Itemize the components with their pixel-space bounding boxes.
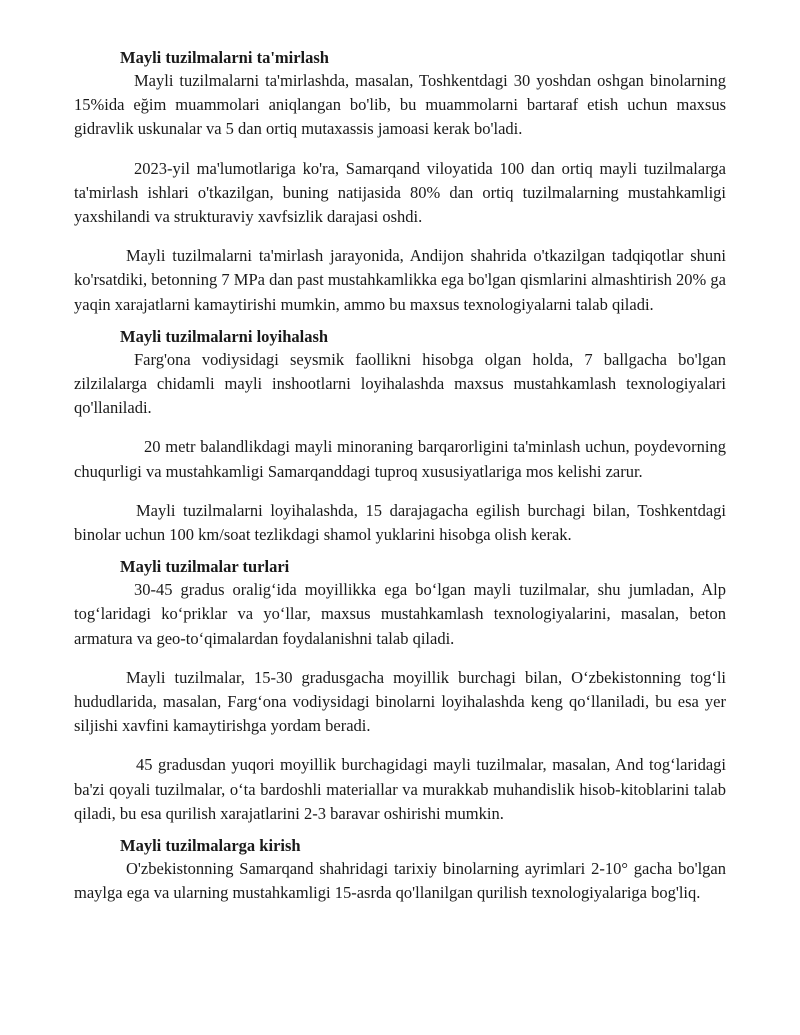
paragraph: Farg'ona vodiysidagi seysmik faollikni hisobga olgan holda, 7 ballgacha bo'lgan zilzilalarga chidamli mayli inshootlarni loyihalashda maxsus mustahkamlash texnologiyalari qo'llaniladi.: [74, 349, 726, 418]
paragraph: 2023-yil ma'lumotlariga ko'ra, Samarqand viloyatida 100 dan ortiq mayli tuzilmalarga ta'mirlash ishlari o'tkazilgan, buning natijasida 80% dan ortiq tuzilmalarning mustahkamligi yaxshilandi va strukturaviy xavfsizlik darajasi oshdi.: [74, 158, 726, 227]
section-design: [74, 327, 726, 547]
paragraph: Mayli tuzilmalarni loyihalashda, 15 darajagacha egilish burchagi bilan, Toshkentdagi binolar uchun 100 km/soat tezlikdagi shamol yuklarini hisobga olish kerak.: [74, 500, 726, 545]
section-title: Mayli tuzilmalarni loyihalash: [120, 326, 329, 346]
paragraph: Mayli tuzilmalar, 15-30 gradusgacha moyillik burchagi bilan, O‘zbekistonning tog‘li hududlarida, masalan, Farg‘ona vodiysidagi binolarni loyihalashda keng qo‘llaniladi, bu esa yer siljishi xavfini kamaytirishga yordam beradi.: [74, 667, 726, 736]
section-title: Mayli tuzilmalarga kirish: [120, 836, 301, 856]
section-intro: [74, 836, 726, 905]
section-title: Mayli tuzilmalarni ta'mirlash: [120, 48, 329, 67]
paragraph: O'zbekistonning Samarqand shahridagi tarixiy binolarning ayrimlari 2-10° gacha bo'lgan maylga ega va ularning mustahkamligi 15-asrda qo'llanilgan qurilish texnologiyalariga bog'liq.: [74, 859, 726, 903]
paragraph: 20 metr balandlikdagi mayli minoraning barqarorligini ta'minlash uchun, poydevorning chuqurligi va mustahkamligi Samarqanddagi tuproq xususiyatlariga mos kelishi zarur.: [74, 437, 726, 481]
section-title: Mayli tuzilmalar turlari: [120, 557, 290, 577]
document-page: [74, 48, 726, 915]
section-repair: [74, 48, 726, 317]
section-types: [74, 557, 726, 826]
paragraph: Mayli tuzilmalarni ta'mirlash jarayonida, Andijon shahrida o'tkazilgan tadqiqotlar shuni ko'rsatdiki, betonning 7 MPa dan past mustahkamlikka ega bo'lgan qismlarini almashtirish 20% ga yaqin xarajatlarni kamaytirishi mumkin, ammo bu maxsus texnologiyalarni talab qiladi.: [74, 246, 726, 314]
paragraph: 30-45 gradus oralig‘ida moyillikka ega bo‘lgan mayli tuzilmalar, shu jumladan, Alp tog‘laridagi ko‘priklar va yo‘llar, maxsus mustahkamlash texnologiyalarini, masalan, beton armatura va geo-to‘qimalardan foydalanishni talab qiladi.: [74, 580, 726, 648]
paragraph: 45 gradusdan yuqori moyillik burchagidagi mayli tuzilmalar, masalan, And tog‘laridagi ba'zi qoyali tuzilmalar, o‘ta bardoshli materiallar va murakkab muhandislik hisob-kitoblarini talab qiladi, bu esa qurilish xarajatlarini 2-3 baravar oshirishi mumkin.: [74, 755, 726, 823]
paragraph: Mayli tuzilmalarni ta'mirlashda, masalan, Toshkentdagi 30 yoshdan oshgan binolarning 15%ida eğim muammolari aniqlangan bo'lib, bu muammolarni bartaraf etish uchun maxsus gidravlik uskunalar va 5 dan ortiq mutaxassis jamoasi kerak bo'ladi.: [74, 71, 726, 139]
